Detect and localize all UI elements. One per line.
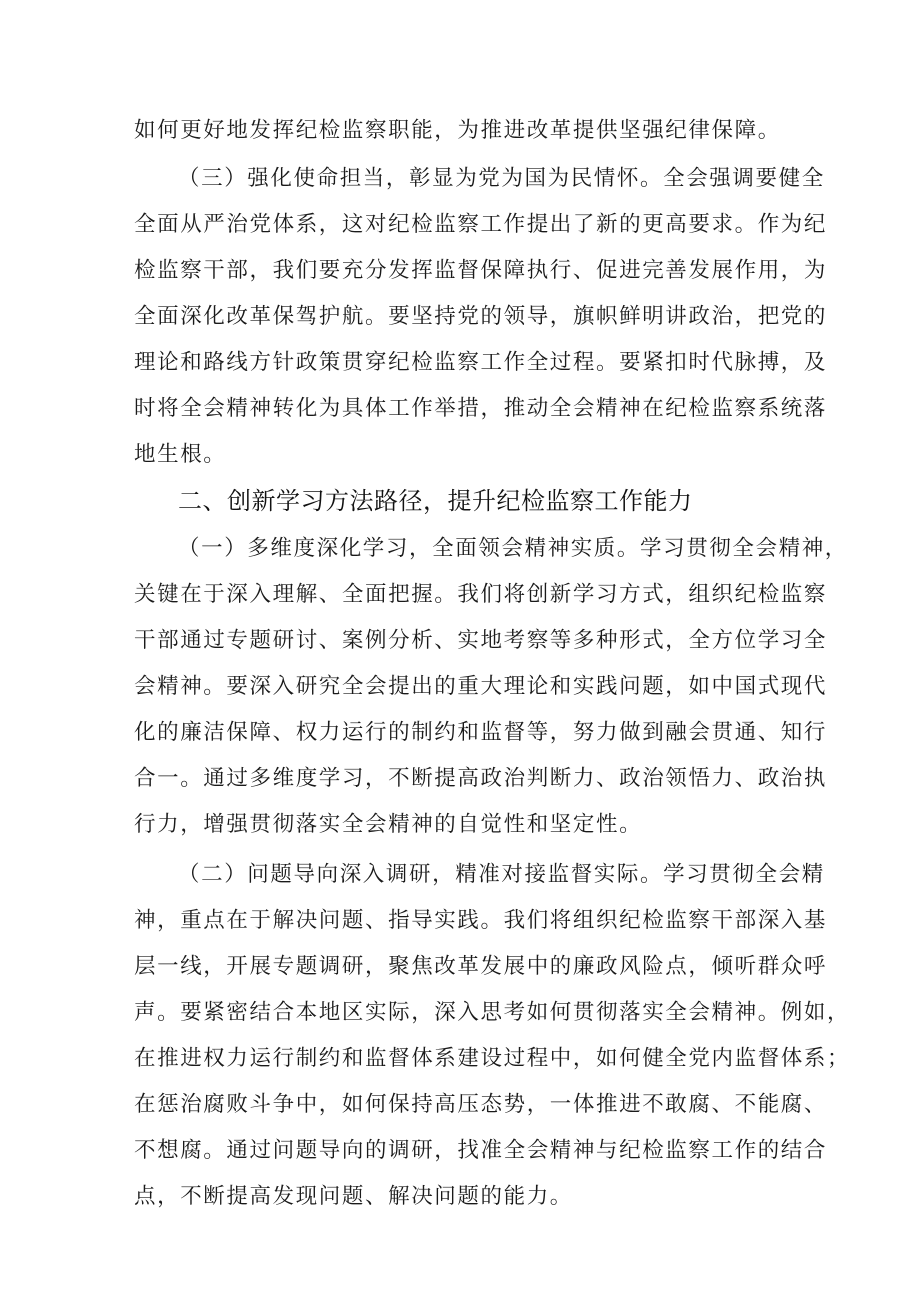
body-text-line: 层一线，开展专题调研，聚焦改革发展中的廉政风险点，倾听群众呼 [134,954,828,979]
body-text-line: 合一。通过多维度学习，不断提高政治判断力、政治领悟力、政治执 [134,766,828,791]
body-text-line: 化的廉洁保障、权力运行的制约和监督等，努力做到融会贯通、知行 [134,720,828,745]
body-text-line: 会精神。要深入研究全会提出的重大理论和实践问题，如中国式现代 [134,674,828,699]
body-text-line: 神，重点在于解决问题、指导实践。我们将组织纪检监察干部深入基 [134,908,828,933]
body-text-line: 如何更好地发挥纪检监察职能，为推进改革提供坚强纪律保障。 [134,118,781,143]
body-text-line: 地生根。 [134,442,227,467]
body-text-line: 声。要紧密结合本地区实际，深入思考如何贯彻落实全会精神。例如， [134,1000,851,1025]
body-text-line: 在推进权力运行制约和监督体系建设过程中，如何健全党内监督体系； [134,1046,851,1071]
body-text-line: 时将全会精神转化为具体工作举措，推动全会精神在纪检监察系统落 [134,396,828,421]
body-text-line: 不想腐。通过问题导向的调研，找准全会精神与纪检监察工作的结合 [134,1138,828,1163]
body-text-line: 点，不断提高发现问题、解决问题的能力。 [134,1184,573,1209]
body-text-line: 行力，增强贯彻落实全会精神的自觉性和坚定性。 [134,812,643,837]
body-text-line: 全面深化改革保驾护航。要坚持党的领导，旗帜鲜明讲政治，把党的 [134,304,828,329]
body-text-line: （一）多维度深化学习，全面领会精神实质。学习贯彻全会精神， [178,536,848,561]
body-text-line: 干部通过专题研讨、案例分析、实地考察等多种形式，全方位学习全 [134,628,828,653]
body-text-line: 关键在于深入理解、全面把握。我们将创新学习方式，组织纪检监察 [134,582,828,607]
body-text-line: 在惩治腐败斗争中，如何保持高压态势，一体推进不敢腐、不能腐、 [134,1092,828,1117]
body-text-line: 理论和路线方针政策贯穿纪检监察工作全过程。要紧扣时代脉搏，及 [134,350,828,375]
body-text-line: （二）问题导向深入调研，精准对接监督实际。学习贯彻全会精 [178,862,825,887]
body-text-line: 检监察干部，我们要充分发挥监督保障执行、促进完善发展作用，为 [134,258,828,283]
body-text-line: 全面从严治党体系，这对纪检监察工作提出了新的更高要求。作为纪 [134,212,828,237]
section-heading: 二、创新学习方法路径，提升纪检监察工作能力 [178,487,693,515]
body-text-line: （三）强化使命担当，彰显为党为国为民情怀。全会强调要健全 [178,166,825,191]
